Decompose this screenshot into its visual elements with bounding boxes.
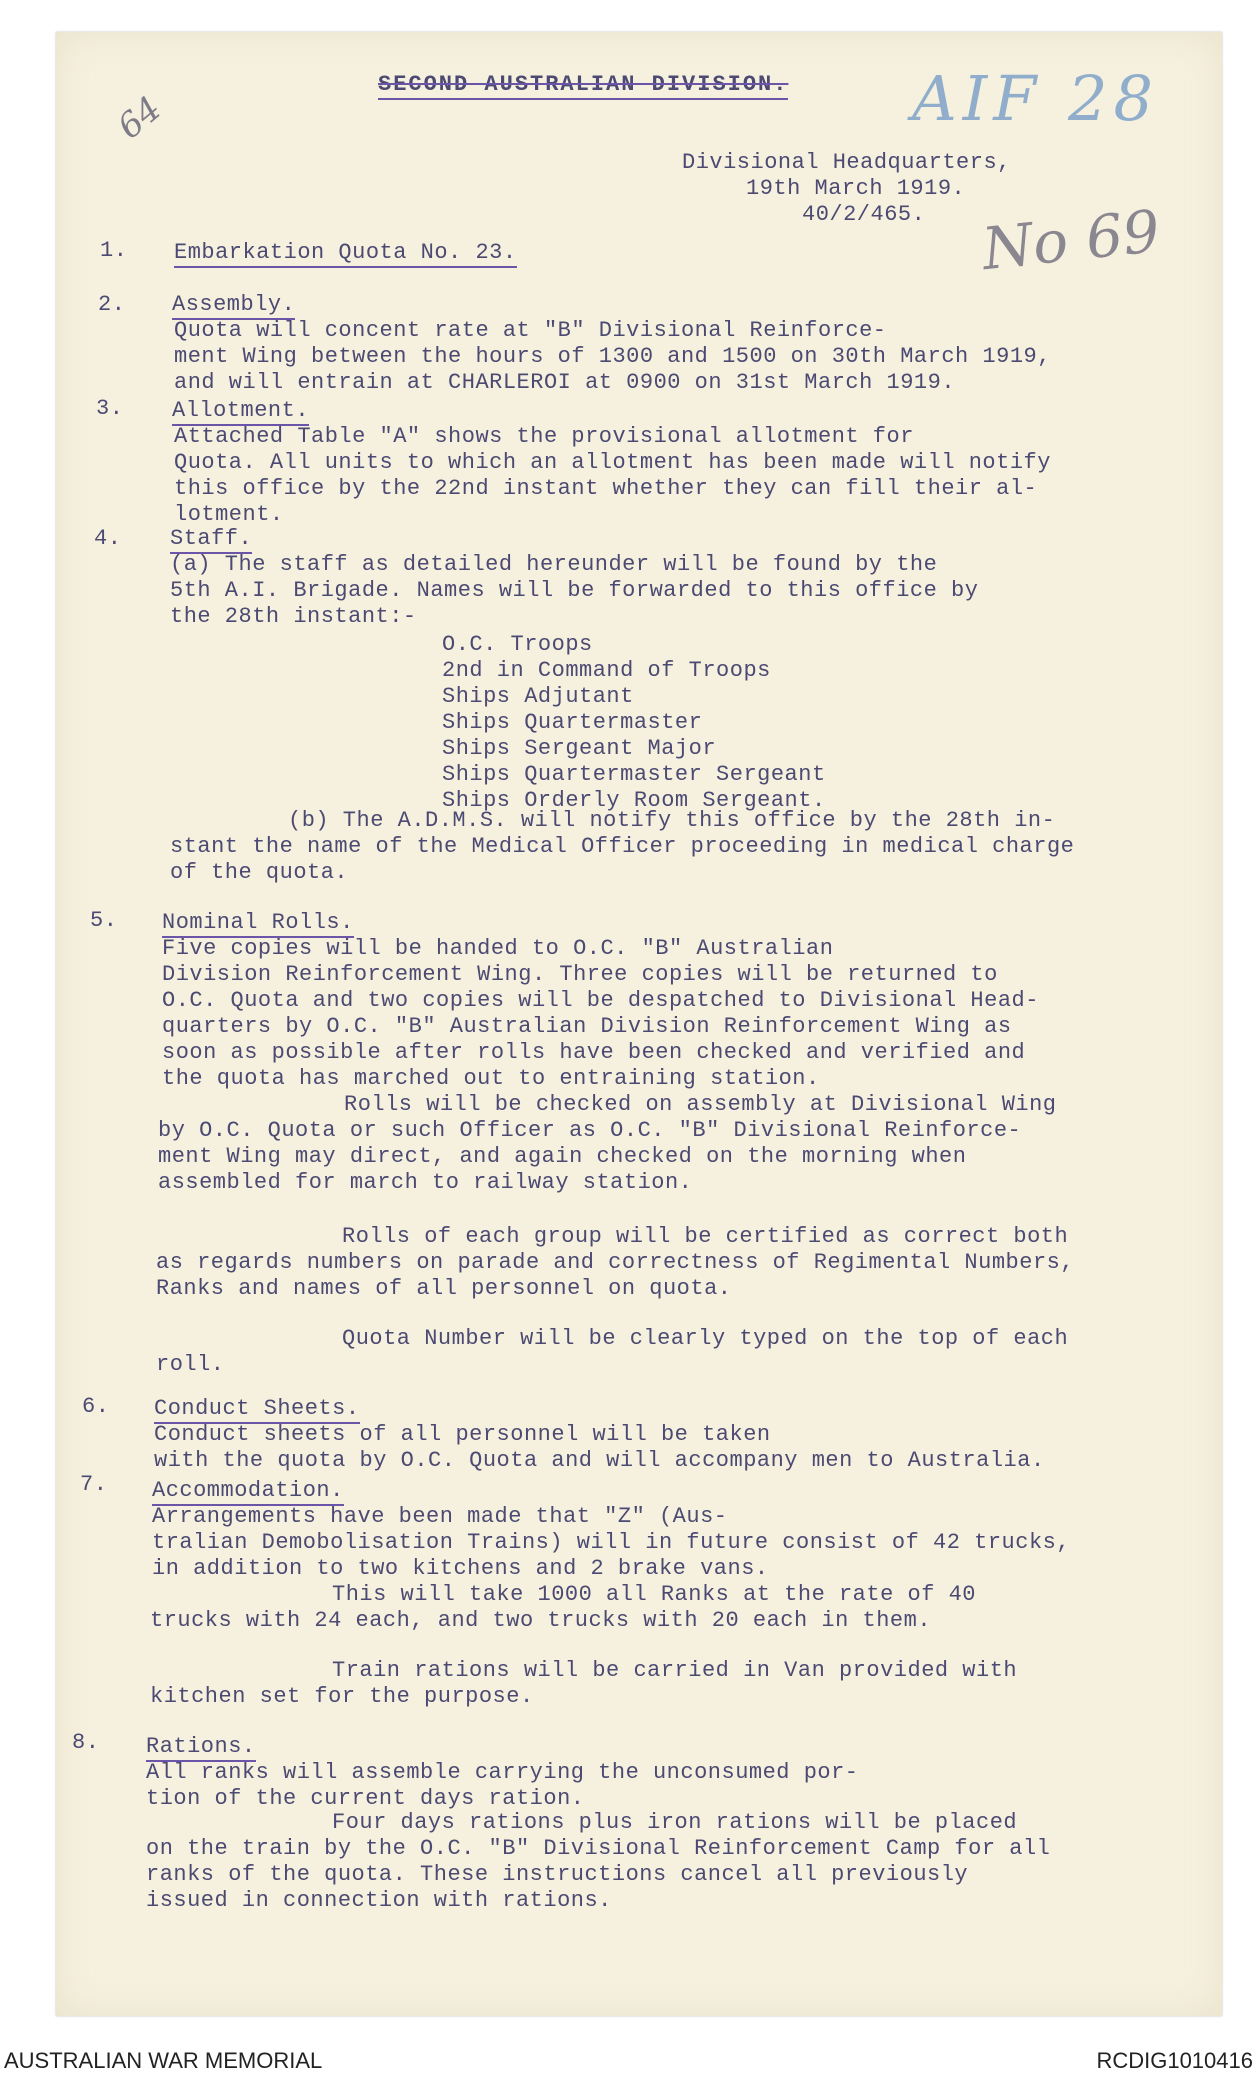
item-5-paragraph-3: Rolls of each group will be certified as correct both as regards numbers on parade and correctness of Regimental Numbers, Ranks and names of all personnel on quota. [156,1224,1075,1301]
item-5-heading: Nominal Rolls. [162,910,354,938]
item-2-text: Quota will concent rate at "B" Divisional Reinforce- ment Wing between the hours of 1300 and 1500 on 30th March 1919, and will entrain at CHARLEROI at 0900 on 31st March 1919. [174,318,1051,395]
handwritten-number: No 69 [978,196,1163,284]
item-5-paragraph-2: Rolls will be checked on assembly at Divisional Wing by O.C. Quota or such Officer as O.C. "B" Divisional Reinforce- ment Wing may direct, and again checked on the morning when assembled for march to railway station. [158,1092,1057,1195]
staff-item: Ships Orderly Room Sergeant. [442,788,826,813]
item-7-text: Arrangements have been made that "Z" (Aus- tralian Demobolisation Trains) will in future consist of 42 trucks, in addition to two kitchens and 2 brake vans. [152,1504,1071,1581]
staff-item: Ships Sergeant Major [442,736,717,761]
folio-number: 64 [110,88,170,148]
item-7-paragraph-3: Train rations will be carried in Van provided with kitchen set for the purpose. [150,1658,1018,1709]
item-8-heading: Rations. [146,1734,256,1762]
item-3-heading: Allotment. [172,398,309,426]
footer-institution: AUSTRALIAN WAR MEMORIAL [4,2048,323,2073]
item-6-heading: Conduct Sheets. [154,1396,360,1424]
item-4-heading: Staff. [170,526,252,554]
item-5-text: Five copies will be handed to O.C. "B" Australian Division Reinforcement Wing. Three copies will be returned to O.C. Quota and two copies will be despatched to Divisional Head- quarters by O.C. "B" Australian Division Reinforcement Wing as soon as possible after rolls have been checked and verified and the quota has marched out to entraining station. [162,936,1039,1091]
item-4b-text: (b) The A.D.M.S. will notify this office by the 28th in- stant the name of the Medical Officer proceeding in medical charge of the quota. [170,808,1075,885]
hq-line-3: 40/2/465. [802,202,926,227]
item-4-text: (a) The staff as detailed hereunder will be found by the 5th A.I. Brigade. Names will be forwarded to this office by the 28th instant:- [170,552,979,629]
hq-line-2: 19th March 1919. [746,176,966,201]
item-3-number: 3. [96,396,124,421]
item-2-number: 2. [98,292,126,317]
item-1-heading: Embarkation Quota No. 23. [174,240,517,268]
item-7-number: 7. [80,1472,108,1497]
item-1-number: 1. [100,238,128,263]
staff-item: Ships Quartermaster Sergeant [442,762,826,787]
item-5-paragraph-4: Quota Number will be clearly typed on the top of each roll. [156,1326,1069,1377]
staff-item: O.C. Troops [442,632,593,657]
item-6-number: 6. [82,1394,110,1419]
item-6-text: Conduct sheets of all personnel will be taken with the quota by O.C. Quota and will accompany men to Australia. [154,1422,1045,1473]
document-title: SECOND AUSTRALIAN DIVISION. [378,72,788,100]
item-3-text: Attached Table "A" shows the provisional allotment for Quota. All units to which an allotment has been made will notify this office by the 22nd instant whether they can fill their al- lotment. [174,424,1051,527]
staff-item: 2nd in Command of Troops [442,658,771,683]
item-7-heading: Accommodation. [152,1478,344,1506]
archive-reference: AIF 28 [912,62,1159,135]
item-8-text: All ranks will assemble carrying the unconsumed por- tion of the current days ration. [146,1760,859,1811]
item-4-number: 4. [94,526,122,551]
staff-list [442,632,826,814]
item-8-number: 8. [72,1730,100,1755]
item-5-number: 5. [90,908,118,933]
hq-line-1: Divisional Headquarters, [682,150,1011,175]
item-7-paragraph-2: This will take 1000 all Ranks at the rate of 40 trucks with 24 each, and two trucks with 20 each in them. [150,1582,977,1633]
staff-item: Ships Quartermaster [442,710,703,735]
staff-item: Ships Adjutant [442,684,634,709]
footer-record-id: RCDIG1010416 [1096,2048,1253,2073]
item-8-paragraph-2: Four days rations plus iron rations will be placed on the train by the O.C. "B" Divisional Reinforcement Camp for all ranks of the quota. These instructions cancel all previously issued in connection with rations. [146,1810,1051,1913]
item-2-heading: Assembly. [172,292,295,320]
